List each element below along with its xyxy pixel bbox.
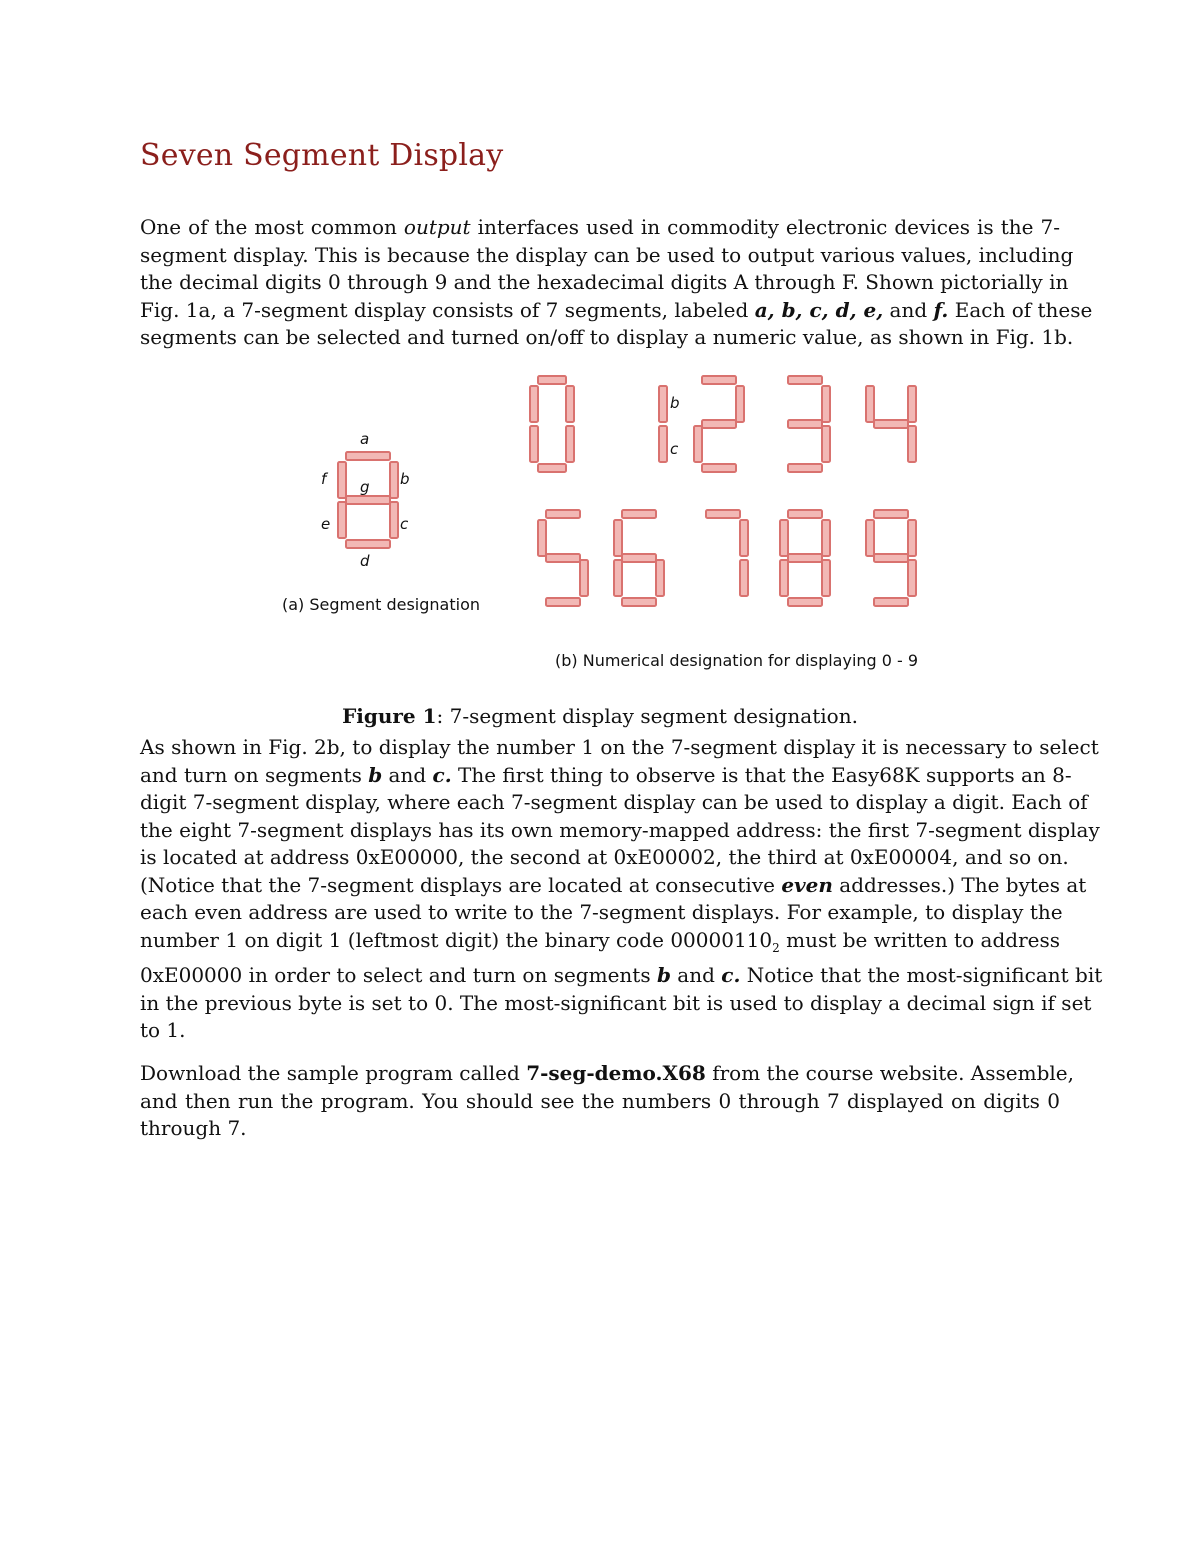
text-line xyxy=(140,1060,1074,1088)
text-line xyxy=(140,817,1100,845)
bold-italic-text: b xyxy=(368,762,383,787)
bold-italic-text: a, b, c, d, e, xyxy=(754,297,884,322)
text-line xyxy=(140,844,1069,872)
digit-6-segment-a xyxy=(622,510,656,518)
text-run: (Notice that the 7-segment displays are located at consecutive xyxy=(140,872,782,897)
text-run: is located at address 0xE00000, the second at 0xE00002, the third at 0xE00004, and so on. xyxy=(140,845,1069,869)
digit-3-segment-g xyxy=(788,420,822,428)
text-line xyxy=(140,789,1088,817)
text-line xyxy=(140,269,1069,297)
bold-italic-text: c. xyxy=(432,762,452,787)
bold-italic-text: f. xyxy=(933,297,949,322)
digits-0-9-diagram xyxy=(530,376,916,606)
digit-2-segment-b xyxy=(736,386,744,422)
digit-4-segment-f xyxy=(866,386,874,422)
text-run: Notice that the most-significant bit xyxy=(740,963,1103,987)
segment-label-g: g xyxy=(360,478,370,496)
text-run: through 7. xyxy=(140,1116,247,1140)
digit-8-segment-f xyxy=(780,520,788,556)
digit-2-segment-e xyxy=(694,426,702,462)
subscript-text: 2 xyxy=(772,940,780,955)
text-run: from the course website. Assemble, xyxy=(705,1061,1074,1085)
text-run: the decimal digits 0 through 9 and the hexadecimal digits A through F. Shown pictorially in xyxy=(140,270,1069,294)
digit-2 xyxy=(694,376,744,472)
digit-8-segment-a xyxy=(788,510,822,518)
text-run: in the previous byte is set to 0. The most-significant bit is used to display a decimal sign if set xyxy=(140,990,1092,1015)
text-run: interfaces used in commodity electronic devices is the 7- xyxy=(470,215,1061,239)
digit-6-segment-f xyxy=(614,520,622,556)
segment-label-f: f xyxy=(321,470,327,488)
text-run: the eight 7-segment displays has its own memory-mapped address: the first 7-segment display xyxy=(140,817,1100,842)
download-paragraph xyxy=(140,1060,1074,1143)
digit-0-segment-f xyxy=(530,386,538,422)
digit-5-segment-g xyxy=(546,554,580,562)
figure-caption-text: : 7-segment display segment designation. xyxy=(436,704,858,728)
digit-9-segment-a xyxy=(874,510,908,518)
text-run: One of the most common xyxy=(140,215,404,239)
digit-5 xyxy=(538,510,588,606)
digit-3-segment-d xyxy=(788,464,822,472)
digit-8 xyxy=(780,510,830,606)
digit-7-segment-c xyxy=(740,560,748,596)
text-line xyxy=(140,1115,1060,1143)
digit-9 xyxy=(866,510,916,606)
digit-8-segment-g xyxy=(788,554,822,562)
text-run: each even address are used to write to the 7-segment displays. For example, to display the xyxy=(140,900,1063,924)
designation-digit-segment-e xyxy=(338,502,346,538)
text-run: Each of these xyxy=(948,297,1093,322)
text-run: segments can be selected and turned on/off to display a numeric value, as shown in Fig. 1b. xyxy=(140,325,1074,349)
text-run: digit 7-segment display, where each 7-segment display can be used to display a digit. Each of xyxy=(140,790,1088,814)
bold-italic-text: c. xyxy=(721,963,741,987)
digit-8-segment-d xyxy=(788,598,822,606)
text-line xyxy=(140,214,1060,242)
text-run: and turn on segments xyxy=(140,762,369,787)
emphasized-text: output xyxy=(403,215,471,239)
designation-digit-segment-d xyxy=(346,540,390,548)
text-line xyxy=(140,242,1074,270)
digit-0 xyxy=(530,376,574,472)
segment-label-c: c xyxy=(400,515,409,533)
digit-2-segment-a xyxy=(702,376,736,384)
digit-7-segment-b xyxy=(740,520,748,556)
digit-3-segment-c xyxy=(822,426,830,462)
digit-4-segment-g xyxy=(874,420,908,428)
figure-caption xyxy=(0,704,1200,728)
bold-italic-text: even xyxy=(781,872,833,897)
bold-italic-text: b xyxy=(656,963,671,987)
digit-3 xyxy=(788,376,830,472)
digit-0-segment-e xyxy=(530,426,538,462)
designation-digit-segment-c xyxy=(390,502,398,538)
segment-designation-diagram xyxy=(338,452,398,548)
digit-6-segment-d xyxy=(622,598,656,606)
digit-0-segment-b xyxy=(566,386,574,422)
segment-label-b: b xyxy=(400,470,410,488)
intro-paragraph xyxy=(140,214,1093,352)
text-line xyxy=(140,1017,1060,1045)
designation-digit-segment-b xyxy=(390,462,398,498)
text-line xyxy=(140,927,1060,963)
digit-4 xyxy=(866,386,916,462)
digit-7-segment-a xyxy=(706,510,740,518)
digit-0-segment-c xyxy=(566,426,574,462)
digit-1 xyxy=(659,386,667,462)
digit-0-segment-d xyxy=(538,464,566,472)
digit-6-segment-e xyxy=(614,560,622,596)
digit-2-segment-d xyxy=(702,464,736,472)
bold-text: 7-seg-demo.X68 xyxy=(526,1061,706,1085)
text-run: 0xE00000 in order to select and turn on segments xyxy=(140,963,657,987)
text-run: must be written to address xyxy=(779,927,1060,952)
digit-4-segment-b xyxy=(908,386,916,422)
digit-9-segment-g xyxy=(874,554,908,562)
digit-5-segment-c xyxy=(580,560,588,596)
digit-8-segment-e xyxy=(780,560,788,596)
digit-9-segment-f xyxy=(866,520,874,556)
text-run: As shown in Fig. 2b, to display the number 1 on the 7-segment display it is necessary to select xyxy=(140,735,1099,759)
text-run: and xyxy=(883,297,934,322)
page-title: Seven Segment Display xyxy=(140,138,504,173)
panel-a-caption: (a) Segment designation xyxy=(282,595,480,614)
text-line xyxy=(140,734,1099,762)
segment-label-d: d xyxy=(360,552,370,570)
figure-caption-label: Figure 1 xyxy=(342,704,437,728)
digit-3-segment-a xyxy=(788,376,822,384)
digit-0-segment-a xyxy=(538,376,566,384)
text-line xyxy=(140,990,1092,1018)
text-run: number 1 on digit 1 (leftmost digit) the binary code 00000110 xyxy=(140,927,773,952)
text-run: The first thing to observe is that the Easy68K supports an 8- xyxy=(451,762,1072,787)
digit-6-segment-c xyxy=(656,560,664,596)
digit-6 xyxy=(614,510,664,606)
designation-digit-segment-a xyxy=(346,452,390,460)
digit-5-segment-d xyxy=(546,598,580,606)
text-line xyxy=(140,1088,1060,1116)
designation-digit-segment-g xyxy=(346,496,390,504)
digit-8-segment-b xyxy=(822,520,830,556)
text-run: Fig. 1a, a 7-segment display consists of 7 segments, labeled xyxy=(140,297,755,322)
text-line xyxy=(140,899,1063,927)
text-line xyxy=(140,962,1103,990)
text-run: to 1. xyxy=(140,1018,186,1042)
digit-6-segment-g xyxy=(622,554,656,562)
digit-1-segment-b xyxy=(659,386,667,422)
digit-8-segment-c xyxy=(822,560,830,596)
digit-2-segment-g xyxy=(702,420,736,428)
digit-7 xyxy=(706,510,748,596)
digit-4-segment-c xyxy=(908,426,916,462)
designation-digit-segment-f xyxy=(338,462,346,498)
digit-one-label-b: b xyxy=(670,394,680,412)
text-line xyxy=(140,872,1087,900)
text-line xyxy=(140,297,1093,325)
segment-label-e: e xyxy=(321,515,331,533)
text-line xyxy=(140,762,1072,790)
text-run: segment display. This is because the display can be used to output various values, including xyxy=(140,242,1074,267)
text-run: and xyxy=(382,762,433,787)
text-run: and then run the program. You should see the numbers 0 through 7 displayed on digits 0 xyxy=(140,1088,1060,1113)
segment-label-a: a xyxy=(360,430,370,448)
text-run: Download the sample program called xyxy=(140,1061,527,1085)
text-line xyxy=(140,324,1074,352)
panel-b-caption: (b) Numerical designation for displaying 0 - 9 xyxy=(555,651,919,670)
addressing-paragraph xyxy=(140,734,1103,1045)
digit-9-segment-d xyxy=(874,598,908,606)
digit-3-segment-b xyxy=(822,386,830,422)
digit-9-segment-c xyxy=(908,560,916,596)
digit-5-segment-f xyxy=(538,520,546,556)
digit-9-segment-b xyxy=(908,520,916,556)
digit-1-segment-c xyxy=(659,426,667,462)
text-run: addresses.) The bytes at xyxy=(832,872,1087,897)
digit-5-segment-a xyxy=(546,510,580,518)
digit-one-label-c: c xyxy=(670,440,679,458)
text-run: and xyxy=(670,963,722,987)
